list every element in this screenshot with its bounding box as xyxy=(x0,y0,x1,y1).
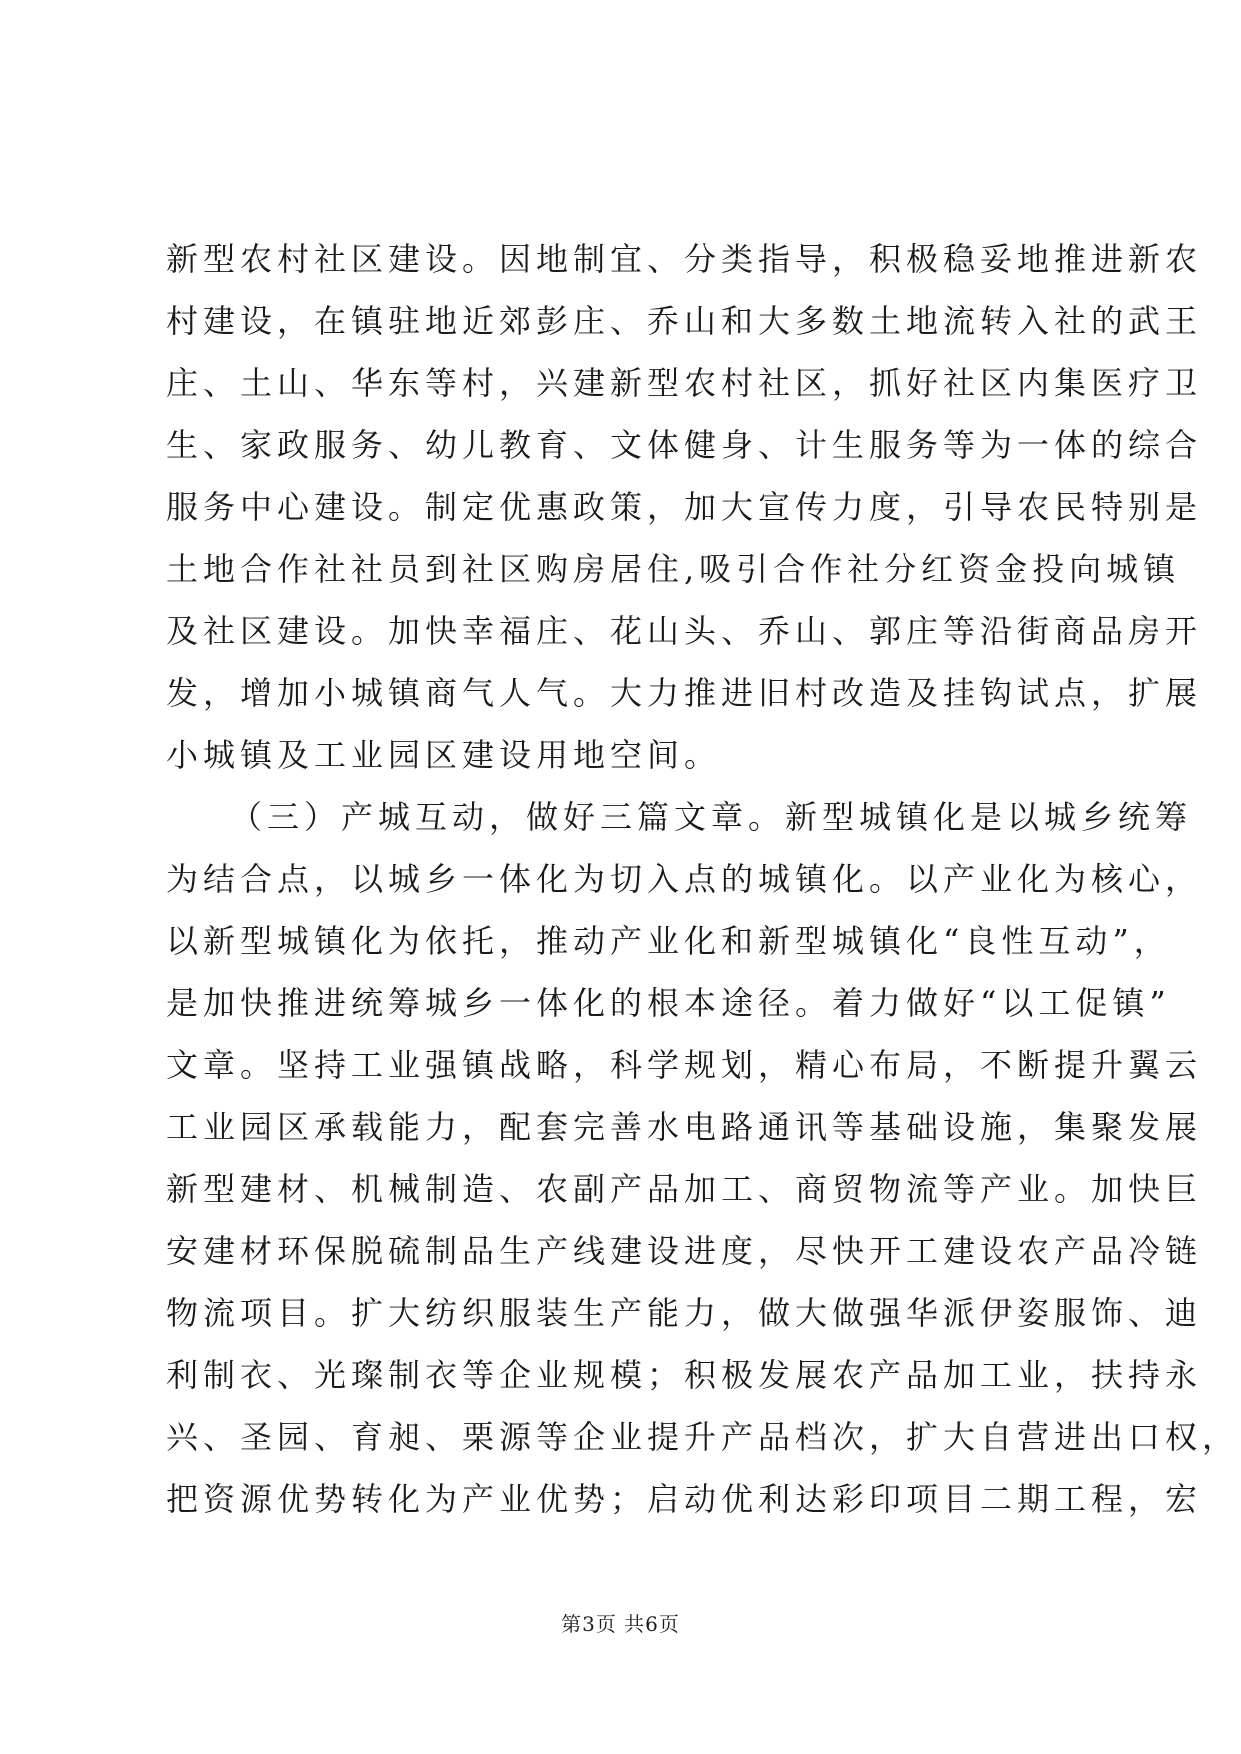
page-number: 第3页 共6页 xyxy=(561,1612,680,1636)
text-line: 发，增加小城镇商气人气。大力推进旧村改造及挂钩试点，扩展 xyxy=(166,674,1203,712)
text-line: 为结合点，以城乡一体化为切入点的城镇化。以产业化为核心， xyxy=(166,860,1203,898)
text-line: 生、家政服务、幼儿教育、文体健身、计生服务等为一体的综合 xyxy=(166,426,1203,464)
body-text xyxy=(166,228,1240,1530)
text-line: 新型建材、机械制造、农副产品加工、商贸物流等产业。加快巨 xyxy=(166,1170,1203,1208)
text-line: 以新型城镇化为依托，推动产业化和新型城镇化“良性互动”， xyxy=(166,922,1171,960)
text-line: 庄、土山、华东等村，兴建新型农村社区，抓好社区内集医疗卫 xyxy=(166,364,1203,402)
text-line: 村建设，在镇驻地近郊彭庄、乔山和大多数土地流转入社的武王 xyxy=(166,302,1203,340)
page-footer xyxy=(0,1608,1241,1637)
text-line: 物流项目。扩大纺织服装生产能力，做大做强华派伊姿服饰、迪 xyxy=(166,1294,1203,1332)
section-heading-line: （三）产城互动，做好三篇文章。新型城镇化是以城乡统筹 xyxy=(230,798,1193,836)
text-line: 文章。坚持工业强镇战略，科学规划，精心布局，不断提升翼云 xyxy=(166,1046,1203,1084)
text-line: 工业园区承载能力，配套完善水电路通讯等基础设施，集聚发展 xyxy=(166,1108,1203,1146)
text-line: 土地合作社社员到社区购房居住,吸引合作社分红资金投向城镇 xyxy=(166,550,1181,588)
text-line: 是加快推进统筹城乡一体化的根本途径。着力做好“以工促镇” xyxy=(166,984,1171,1022)
text-line: 把资源优势转化为产业优势；启动优利达彩印项目二期工程，宏 xyxy=(166,1480,1203,1518)
text-line: 兴、圣园、育昶、栗源等企业提升产品档次，扩大自营进出口权， xyxy=(166,1418,1240,1456)
text-line: 新型农村社区建设。因地制宜、分类指导，积极稳妥地推进新农 xyxy=(166,240,1203,278)
text-line: 服务中心建设。制定优惠政策，加大宣传力度，引导农民特别是 xyxy=(166,488,1203,526)
text-line: 安建材环保脱硫制品生产线建设进度，尽快开工建设农产品冷链 xyxy=(166,1232,1203,1270)
text-line: 及社区建设。加快幸福庄、花山头、乔山、郭庄等沿街商品房开 xyxy=(166,612,1203,650)
text-line: 利制衣、光璨制衣等企业规模；积极发展农产品加工业，扶持永 xyxy=(166,1356,1203,1394)
text-line: 小城镇及工业园区建设用地空间。 xyxy=(166,736,722,774)
